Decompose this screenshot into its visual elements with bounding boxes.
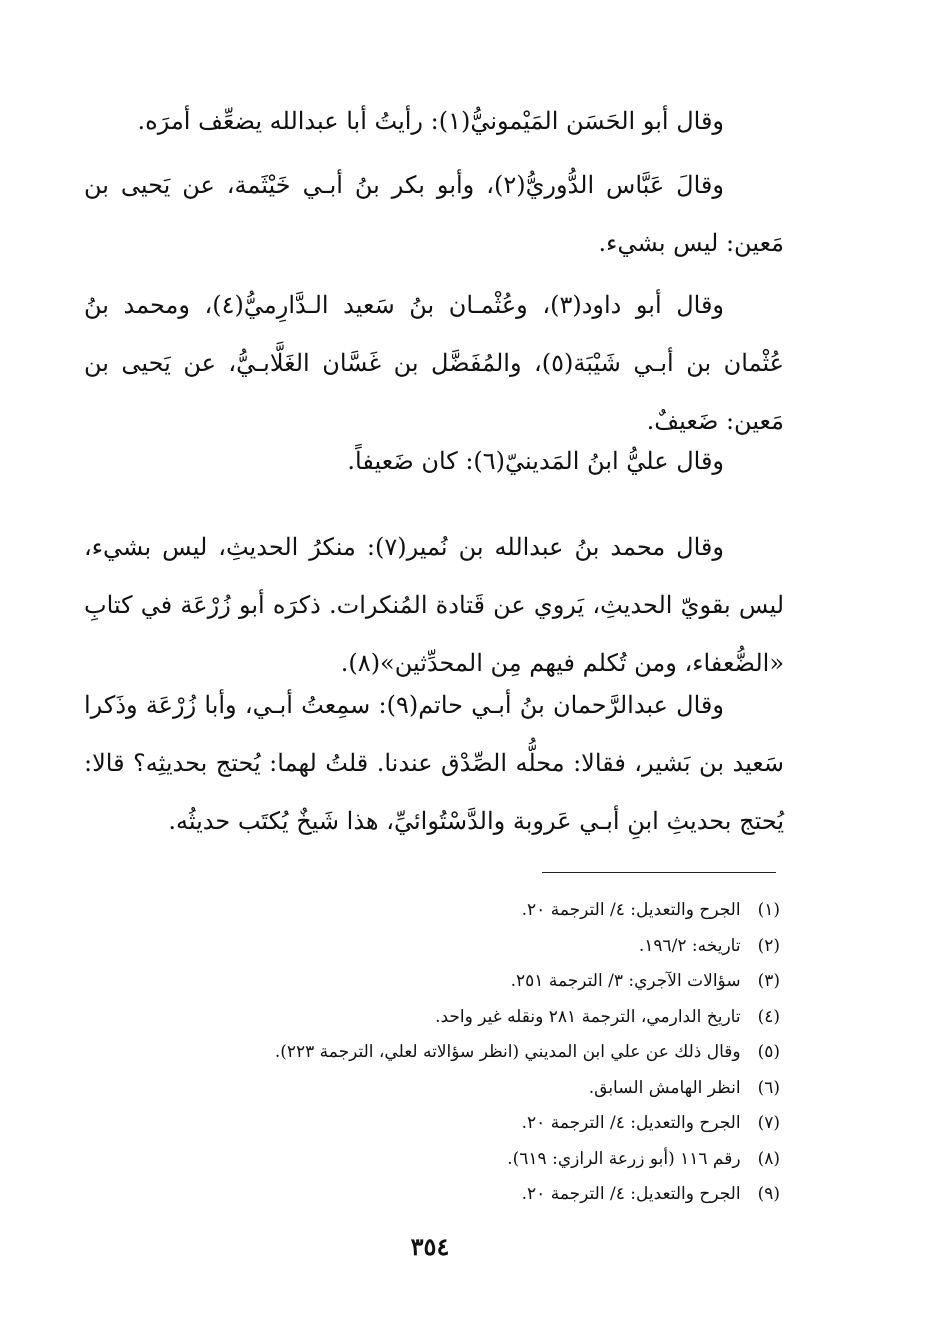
footnote-8 [180, 1142, 780, 1178]
paragraph-2-text: وقالَ عَبَّاس الدُّوريُّ(٢)، وأبو بكر بنُ أبـي خَيْثَمة، عن يَحيى بن مَعين: ليس بشيء. [84, 171, 784, 257]
paragraph-5 [84, 518, 784, 692]
footnote-5 [180, 1035, 780, 1071]
footnotes-list [180, 893, 780, 1213]
paragraph-3-text: وقال أبو داود(٣)، وعُثْمـان بنُ سَعيد الـدَّارِميُّ(٤)، ومحمد بنُ عُثْمان بن أبـي شَيْبَة(٥)، والمُفَضَّل بن غَسَّان الغَلَّابـيُّ، عن يَحيى بن مَعين: ضَعيفٌ. [84, 291, 785, 435]
footnote-number: (٥) [757, 1042, 780, 1062]
paragraph-5-text: وقال محمد بنُ عبدالله بن نُمير(٧): منكرُ الحديثِ، ليس بشيء، ليس بقويّ الحديثِ، يَروي عن قَتادة المُنكرات. ذكرَه أبو زُرْعَة في كتابِ «الضُّعفاء، ومن تُكلم فيهم مِن المحدِّثين»(٨). [84, 533, 785, 677]
footnote-number: (٣) [757, 971, 780, 991]
footnote-text: الجرح والتعديل: ٤/ الترجمة ٢٠. [521, 1184, 741, 1204]
footnote-9 [180, 1177, 780, 1213]
paragraph-2 [84, 156, 784, 272]
main-text-block [84, 92, 784, 150]
footnote-7 [180, 1106, 780, 1142]
paragraph-3 [84, 276, 784, 450]
paragraph-1 [84, 92, 784, 150]
footnote-4 [180, 1000, 780, 1036]
main-text-block-3 [84, 276, 784, 450]
paragraph-6 [84, 676, 784, 850]
footnote-text: تاريخه: ١٩٦/٢. [638, 935, 741, 956]
main-text-block-6 [84, 676, 784, 850]
paragraph-6-text: وقال عبدالرَّحمان بنُ أبـي حاتم(٩): سمِعتُ أبـي، وأبا زُرْعَة وذَكرا سَعيد بن بَشير، فقالا: محلُّه الصِّدْق عندنا. قلتُ لهما: يُحتج بحديثِه؟ قالا: يُحتج بحديثِ ابنِ أبـي عَروبة والدَّسْتُوائيِّ، هذا شَيخٌ يُكتَب حديثُه. [84, 691, 784, 835]
footnote-divider [542, 872, 776, 873]
paragraph-1-text: وقال أبو الحَسَن المَيْمونيُّ(١): رأيتُ أبا عبدالله يضعِّف أمرَه. [137, 107, 724, 135]
footnote-number: (٨) [757, 1148, 780, 1169]
footnote-3 [180, 964, 780, 1000]
footnote-number: (٩) [757, 1184, 780, 1204]
main-text-block-5 [84, 518, 784, 692]
footnote-1 [180, 893, 780, 929]
footnote-text: الجرح والتعديل: ٤/ الترجمة ٢٠. [521, 900, 741, 920]
footnote-6 [180, 1071, 780, 1107]
footnote-number: (٢) [757, 935, 780, 956]
footnote-text: تاريخ الدارمي، الترجمة ٢٨١ ونقله غير واحد. [435, 1006, 741, 1027]
footnote-text: انظر الهامش السابق. [588, 1077, 741, 1098]
page-number: ٣٥٤ [410, 1232, 450, 1261]
footnote-number: (١) [757, 900, 780, 920]
footnote-text: سؤالات الآجري: ٣/ الترجمة ٢٥١. [510, 971, 741, 991]
footnote-number: (٧) [757, 1113, 780, 1133]
footnote-number: (٤) [757, 1006, 780, 1027]
footnote-2 [180, 929, 780, 965]
paragraph-4-text: وقال عليُّ ابنُ المَدينيّ(٦): كان ضَعيفاً. [347, 447, 724, 475]
main-text-block-4 [84, 432, 784, 490]
paragraph-4 [84, 432, 784, 490]
footnote-text: الجرح والتعديل: ٤/ الترجمة ٢٠. [521, 1113, 741, 1133]
footnote-text: وقال ذلك عن علي ابن المديني (انظر سؤالاته لعلي، الترجمة ٢٢٣). [274, 1042, 741, 1062]
footnote-number: (٦) [757, 1077, 780, 1098]
main-text-block-2 [84, 156, 784, 272]
footnote-text: رقم ١١٦ (أبو زرعة الرازي: ٦١٩). [507, 1148, 741, 1169]
